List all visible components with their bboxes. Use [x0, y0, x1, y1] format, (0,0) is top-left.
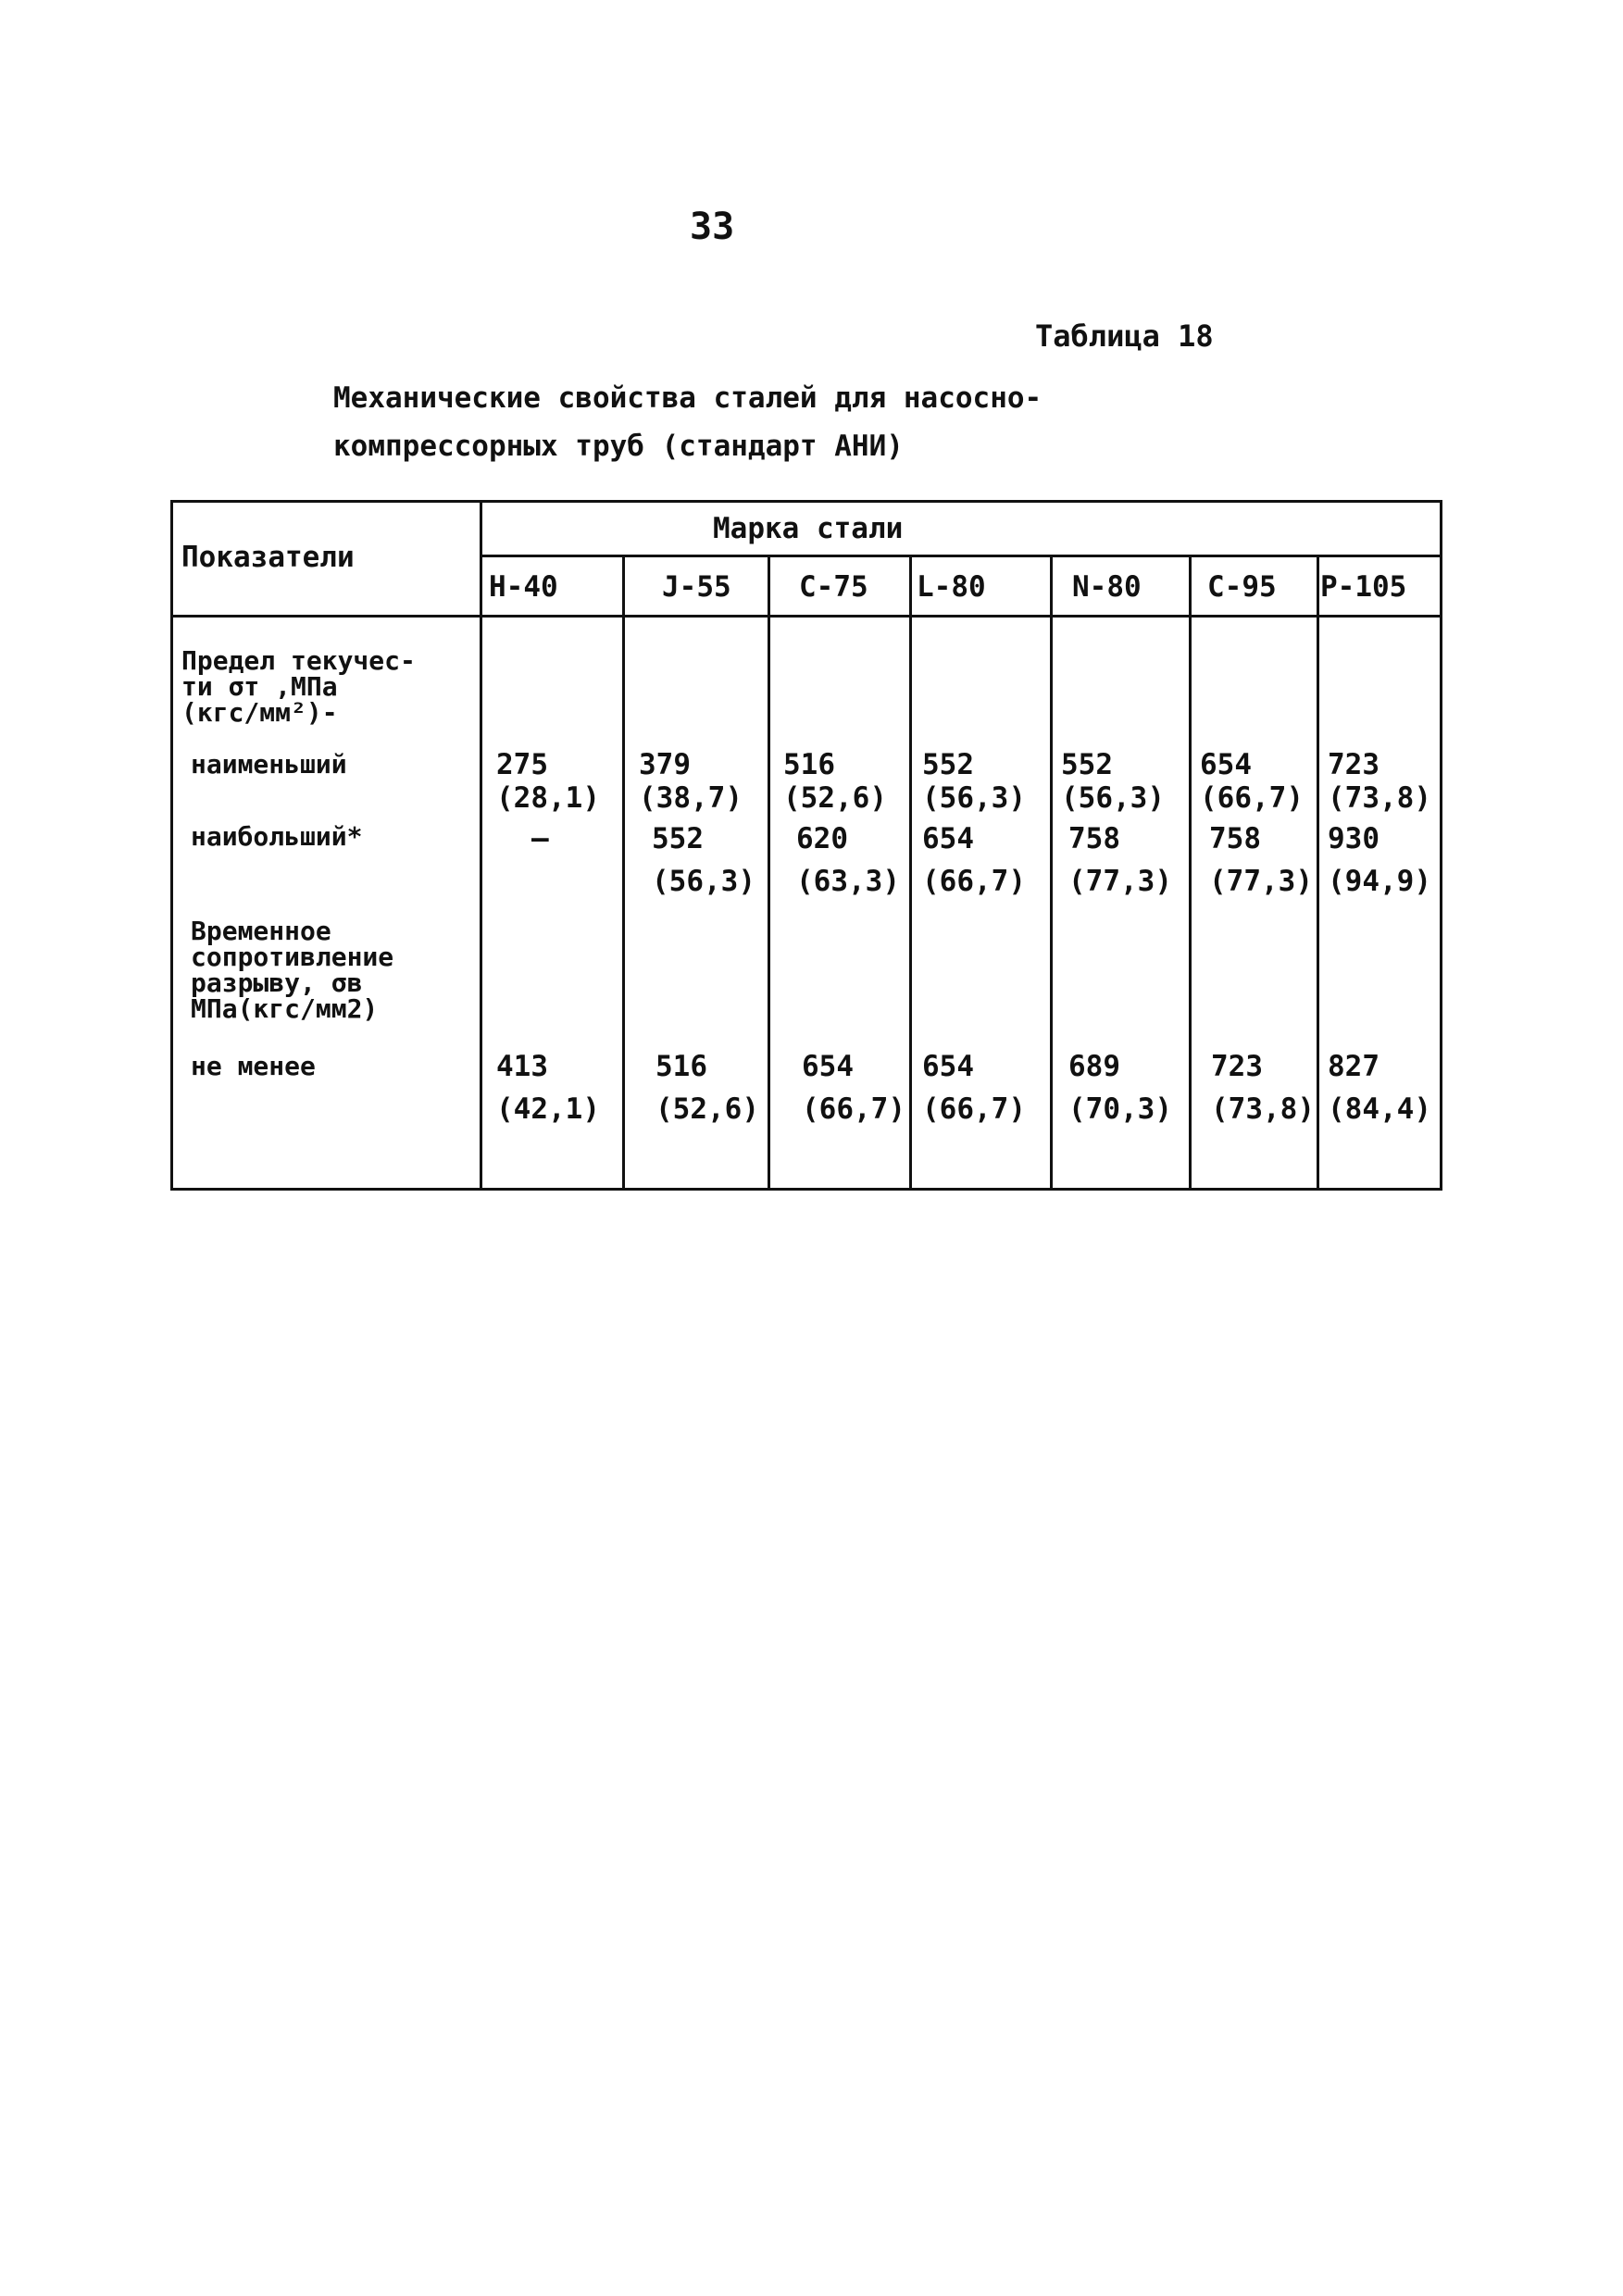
yield-max-label: наибольший* [191, 821, 363, 852]
value-mpa: 552 [922, 748, 974, 781]
grade-n80: N-80 [1072, 570, 1142, 604]
value-mpa: 379 [639, 748, 691, 781]
value-mpa: 758 [1209, 822, 1261, 855]
tensile-c95 [1211, 1050, 1315, 1126]
table-left-border [170, 500, 173, 1191]
tensile-title-line-1: Временное [191, 916, 331, 946]
value-kgf: (94,9) [1328, 865, 1431, 898]
yield-title-line-1: Предел текучес- [181, 645, 416, 676]
tensile-c75 [802, 1050, 905, 1126]
value-mpa: 413 [496, 1050, 548, 1083]
yield-title-line-3: (кгс/мм²)- [181, 697, 338, 728]
column-divider [622, 555, 625, 1191]
value-mpa: 758 [1068, 822, 1120, 855]
value-mpa: 516 [783, 748, 835, 781]
value-kgf: (66,7) [922, 1092, 1026, 1126]
value-kgf: (70,3) [1068, 1092, 1172, 1126]
yield-min-l80 [922, 748, 1026, 815]
tensile-l80 [922, 1050, 1026, 1126]
yield-min-h40 [496, 748, 600, 815]
value-mpa: 723 [1211, 1050, 1263, 1083]
header-parameters: Показатели [181, 541, 355, 574]
value-mpa: 516 [655, 1050, 707, 1083]
tensile-j55 [655, 1050, 759, 1126]
yield-title-line-2: ти σт ,МПа [181, 671, 338, 702]
table-top-border [170, 500, 1442, 503]
caption-line-1: Механические свойства сталей для насосно- [333, 381, 1042, 415]
table-label: Таблица 18 [1035, 318, 1214, 354]
value-kgf: (38,7) [639, 781, 743, 815]
yield-min-p105 [1328, 748, 1431, 815]
value-kgf: (42,1) [496, 1092, 600, 1126]
yield-max-c75 [796, 822, 900, 898]
yield-max-n80 [1068, 822, 1172, 898]
yield-min-label: наименьший [191, 749, 347, 780]
tensile-strength-title [191, 918, 393, 1022]
grade-j55: J-55 [662, 570, 731, 604]
table-caption [333, 374, 1167, 470]
value-kgf: (84,4) [1328, 1092, 1431, 1126]
value-kgf: (73,8) [1328, 781, 1431, 815]
value-mpa: 620 [796, 822, 848, 855]
table-right-border [1440, 500, 1442, 1191]
param-column-divider [480, 500, 482, 1191]
yield-min-c75 [783, 748, 887, 815]
column-divider [1317, 555, 1319, 1191]
grade-p105: P-105 [1320, 570, 1407, 604]
value-kgf: (66,7) [1200, 781, 1304, 815]
grade-h40: H-40 [489, 570, 558, 604]
grade-c75: C-75 [799, 570, 868, 604]
tensile-title-line-4: МПа(кгс/мм2) [191, 993, 379, 1024]
value-mpa: 275 [496, 748, 548, 781]
yield-max-h40 [531, 822, 549, 855]
value-mpa: 654 [1200, 748, 1252, 781]
grade-l80: L-80 [917, 570, 986, 604]
header-steel-grade: Марка стали [713, 512, 904, 545]
value-kgf: (52,6) [783, 781, 887, 815]
yield-max-c95 [1209, 822, 1313, 898]
value-kgf: (66,7) [922, 865, 1026, 898]
value-mpa: 552 [1061, 748, 1113, 781]
header-bottom-border [170, 615, 1442, 618]
column-divider [1050, 555, 1053, 1191]
value-kgf: (56,3) [652, 865, 755, 898]
grade-c95: C-95 [1207, 570, 1277, 604]
yield-max-j55 [652, 822, 755, 898]
value-kgf: (66,7) [802, 1092, 905, 1126]
value-kgf: (73,8) [1211, 1092, 1315, 1126]
page-number: 33 [690, 206, 735, 248]
value-kgf: (56,3) [1061, 781, 1165, 815]
value-mpa: 723 [1328, 748, 1380, 781]
tensile-n80 [1068, 1050, 1172, 1126]
yield-max-p105 [1328, 822, 1431, 898]
value-kgf: (63,3) [796, 865, 900, 898]
value-kgf: (77,3) [1068, 865, 1172, 898]
value-mpa: 827 [1328, 1050, 1380, 1083]
value-mpa: 654 [922, 1050, 974, 1083]
table-bottom-border [170, 1188, 1442, 1191]
group-header-bottom [480, 555, 1442, 557]
value-mpa: — [531, 822, 549, 855]
value-kgf: (56,3) [922, 781, 1026, 815]
caption-line-2: компрессорных труб (стандарт АНИ) [333, 430, 904, 463]
value-mpa: 552 [652, 822, 704, 855]
tensile-title-line-2: сопротивление [191, 942, 394, 972]
value-mpa: 654 [802, 1050, 854, 1083]
value-kgf: (52,6) [655, 1092, 759, 1126]
yield-strength-title [181, 645, 416, 728]
value-kgf: (28,1) [496, 781, 600, 815]
column-divider [768, 555, 770, 1191]
yield-max-l80 [922, 822, 1026, 898]
value-kgf: (77,3) [1209, 865, 1313, 898]
value-mpa: 689 [1068, 1050, 1120, 1083]
yield-min-j55 [639, 748, 743, 815]
yield-min-c95 [1200, 748, 1304, 815]
tensile-h40 [496, 1050, 600, 1126]
column-divider [909, 555, 912, 1191]
tensile-title-line-3: разрыву, σв [191, 967, 363, 998]
yield-min-n80 [1061, 748, 1165, 815]
value-mpa: 930 [1328, 822, 1380, 855]
column-divider [1189, 555, 1192, 1191]
tensile-p105 [1328, 1050, 1431, 1126]
value-mpa: 654 [922, 822, 974, 855]
tensile-min-label: не менее [191, 1051, 316, 1081]
